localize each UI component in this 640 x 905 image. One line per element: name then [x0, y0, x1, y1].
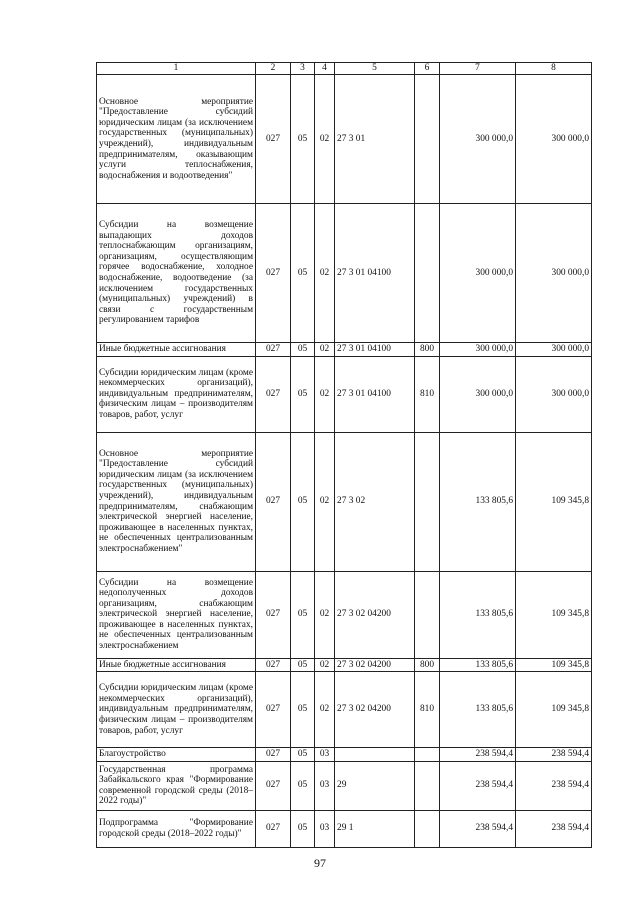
row-section: 05: [291, 748, 315, 762]
row-sum-2: 109 345,8: [516, 672, 592, 748]
row-code: 027: [256, 810, 291, 847]
row-subsection: 02: [315, 432, 335, 571]
row-expense: [415, 571, 440, 658]
row-name: Благоустройство: [97, 748, 256, 762]
row-expense: [415, 204, 440, 343]
row-expense: [415, 75, 440, 204]
table-row: [97, 356, 592, 432]
table-row: [97, 75, 592, 204]
header-col-2: 2: [256, 63, 291, 75]
row-subsection: 02: [315, 571, 335, 658]
row-section: 05: [291, 658, 315, 672]
row-target: 27 3 02 04200: [335, 658, 415, 672]
row-section: 05: [291, 571, 315, 658]
row-sum-1: 300 000,0: [440, 356, 516, 432]
row-name: Иные бюджетные ассигнования: [97, 343, 256, 357]
header-col-3: 3: [291, 63, 315, 75]
row-sum-1: 300 000,0: [440, 343, 516, 357]
row-target: 27 3 01 04100: [335, 356, 415, 432]
row-section: 05: [291, 204, 315, 343]
row-subsection: 03: [315, 810, 335, 847]
row-code: 027: [256, 658, 291, 672]
table-row: [97, 571, 592, 658]
row-sum-1: 133 805,6: [440, 432, 516, 571]
row-expense: [415, 810, 440, 847]
row-subsection: 02: [315, 672, 335, 748]
table-row: [97, 432, 592, 571]
row-target: [335, 748, 415, 762]
row-expense: 800: [415, 343, 440, 357]
row-expense: [415, 748, 440, 762]
row-target: 27 3 01 04100: [335, 204, 415, 343]
row-sum-2: 300 000,0: [516, 75, 592, 204]
row-code: 027: [256, 432, 291, 571]
row-expense: [415, 761, 440, 810]
row-section: 05: [291, 432, 315, 571]
row-name: Субсидии на возмещение выпадающих доходов теплоснабжающим организациям, организациям, осуществляющим горячее водоснабжение, холодное водоснабжение, водоотведение (за исключением государственных (муниципальных) учреждений) в связи с государственным регулированием тарифов: [97, 204, 256, 343]
row-expense: 800: [415, 658, 440, 672]
row-code: 027: [256, 761, 291, 810]
row-section: 05: [291, 75, 315, 204]
row-code: 027: [256, 748, 291, 762]
table-header-row: [97, 63, 592, 75]
row-sum-1: 238 594,4: [440, 761, 516, 810]
row-section: 05: [291, 672, 315, 748]
row-name: Иные бюджетные ассигнования: [97, 658, 256, 672]
row-sum-1: 238 594,4: [440, 810, 516, 847]
row-sum-2: 238 594,4: [516, 748, 592, 762]
row-name: Государственная программа Забайкальского края "Формирование современной городской среды (2018–2022 годы)": [97, 761, 256, 810]
table-row: [97, 672, 592, 748]
row-subsection: 02: [315, 343, 335, 357]
row-sum-1: 133 805,6: [440, 571, 516, 658]
row-sum-1: 133 805,6: [440, 658, 516, 672]
row-code: 027: [256, 672, 291, 748]
table-row: [97, 343, 592, 357]
table-row: [97, 761, 592, 810]
row-sum-1: 300 000,0: [440, 75, 516, 204]
header-col-6: 6: [415, 63, 440, 75]
row-target: 27 3 01 04100: [335, 343, 415, 357]
header-col-1: 1: [97, 63, 256, 75]
row-sum-2: 238 594,4: [516, 810, 592, 847]
row-sum-2: 109 345,8: [516, 571, 592, 658]
row-expense: [415, 432, 440, 571]
row-subsection: 02: [315, 658, 335, 672]
row-name: Субсидии на возмещение недополученных доходов организациям, снабжающим электрической энергией население, проживающее в населенных пунктах, не обеспеченных централизованным электроснабжением: [97, 571, 256, 658]
row-section: 05: [291, 761, 315, 810]
row-sum-2: 238 594,4: [516, 761, 592, 810]
row-subsection: 02: [315, 356, 335, 432]
row-name: Субсидии юридическим лицам (кроме некоммерческих организаций), индивидуальным предпринимателям, физическим лицам – производителям товаров, работ, услуг: [97, 672, 256, 748]
row-subsection: 03: [315, 761, 335, 810]
header-col-8: 8: [516, 63, 592, 75]
row-code: 027: [256, 75, 291, 204]
row-section: 05: [291, 356, 315, 432]
row-code: 027: [256, 343, 291, 357]
row-target: 27 3 02: [335, 432, 415, 571]
row-section: 05: [291, 810, 315, 847]
row-target: 27 3 02 04200: [335, 571, 415, 658]
table-row: [97, 810, 592, 847]
row-sum-1: 133 805,6: [440, 672, 516, 748]
row-target: 27 3 02 04200: [335, 672, 415, 748]
page-number: 97: [314, 856, 326, 870]
table-row: [97, 204, 592, 343]
table-row: [97, 658, 592, 672]
row-code: 027: [256, 571, 291, 658]
row-name: Основное мероприятие "Предоставление субсидий юридическим лицам (за исключением государственных (муниципальных) учреждений), индивидуальным предпринимателям, оказывающим услуги теплоснабжения, водоснабжения и водоотведения": [97, 75, 256, 204]
row-sum-2: 300 000,0: [516, 204, 592, 343]
row-sum-1: 238 594,4: [440, 748, 516, 762]
header-col-5: 5: [335, 63, 415, 75]
header-col-4: 4: [315, 63, 335, 75]
row-sum-1: 300 000,0: [440, 204, 516, 343]
row-code: 027: [256, 356, 291, 432]
row-sum-2: 300 000,0: [516, 343, 592, 357]
row-expense: 810: [415, 672, 440, 748]
row-sum-2: 300 000,0: [516, 356, 592, 432]
row-target: 29: [335, 761, 415, 810]
row-code: 027: [256, 204, 291, 343]
row-subsection: 02: [315, 204, 335, 343]
row-expense: 810: [415, 356, 440, 432]
row-sum-2: 109 345,8: [516, 432, 592, 571]
row-subsection: 02: [315, 75, 335, 204]
row-name: Основное мероприятие "Предоставление субсидий юридическим лицам (за исключением государственных (муниципальных) учреждений), индивидуальным предпринимателям, снабжающим электрической энергией население, проживающее в населенных пунктах, не обеспеченных централизованным электроснабжением": [97, 432, 256, 571]
header-col-7: 7: [440, 63, 516, 75]
row-section: 05: [291, 343, 315, 357]
row-sum-2: 109 345,8: [516, 658, 592, 672]
budget-table: [96, 62, 592, 848]
table-row: [97, 748, 592, 762]
row-target: 29 1: [335, 810, 415, 847]
row-target: 27 3 01: [335, 75, 415, 204]
row-subsection: 03: [315, 748, 335, 762]
row-name: Субсидии юридическим лицам (кроме некоммерческих организаций), индивидуальным предпринимателям, физическим лицам – производителям товаров, работ, услуг: [97, 356, 256, 432]
row-name: Подпрограмма "Формирование городской среды (2018–2022 годы)": [97, 810, 256, 847]
